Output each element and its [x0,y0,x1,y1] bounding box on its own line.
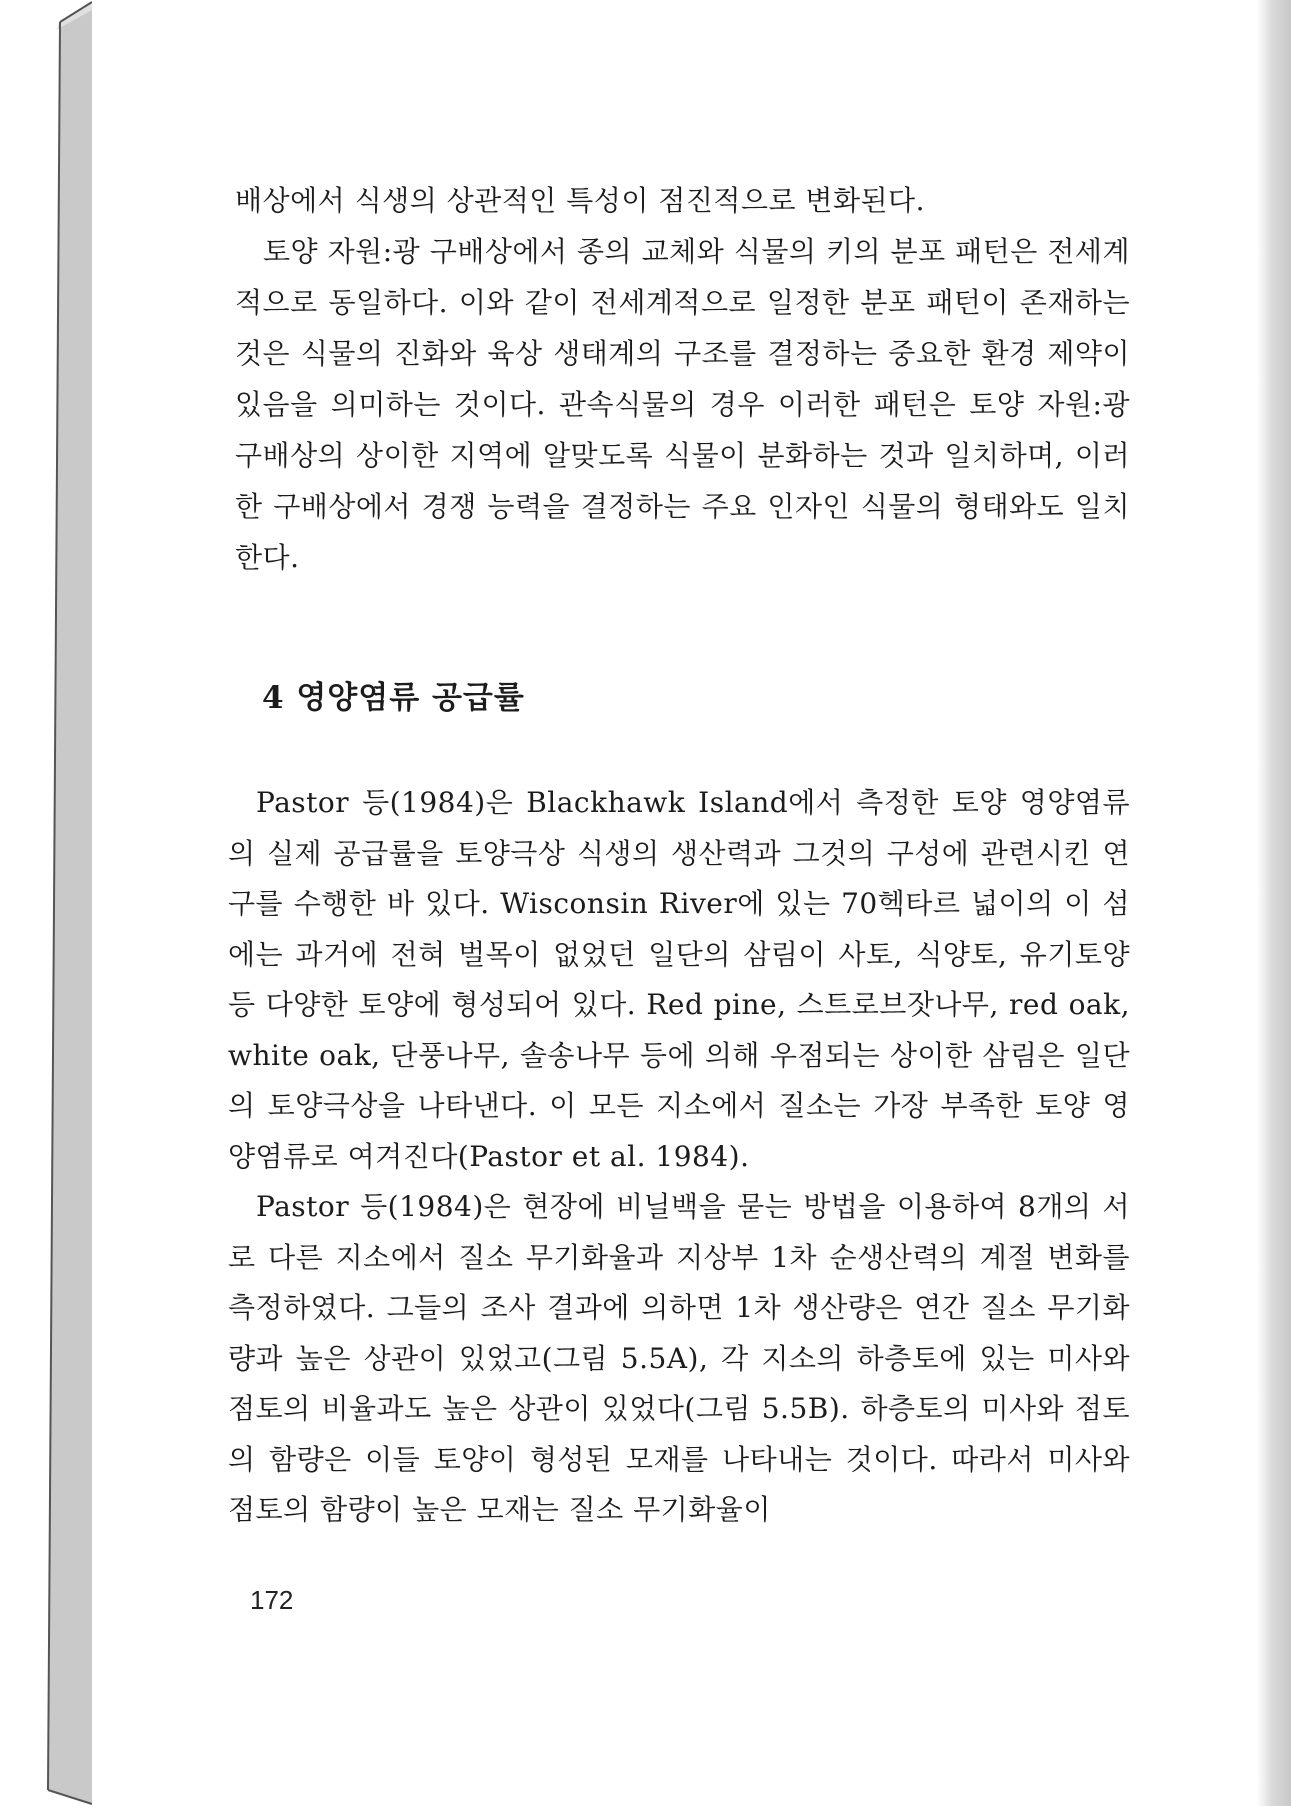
page-number: 172 [250,1585,294,1615]
section-heading: 4 영양염류 공급률 [262,680,525,716]
paragraph-soil-resource: 토양 자원:광 구배상에서 종의 교체와 식물의 키의 분포 패턴은 전세계적으로 동일하다. 이와 같이 전세계적으로 일정한 분포 패턴이 존재하는 것은 식물의 진화와 육상 생태계의 구조를 결정하는 중요한 환경 제약이 있음을 의미하는 것이다. 관속식물의 경우 이러한 패턴은 토양 자원:광 구배상의 상이한 지역에 알맞도록 식물이 분화하는 것과 일치하며, 이러한 구배상에서 경쟁 능력을 결정하는 주요 인자인 식물의 형태와도 일치한다. [235,235,1130,574]
paragraph-pastor-study: Pastor 등(1984)은 Blackhawk Island에서 측정한 토양 영양염류의 실제 공급률을 토양극상 식생의 생산력과 그것의 구성에 관련시킨 연구를 수행한 바 있다. Wisconsin River에 있는 70헥타르 넓이의 이 섬에는 과거에 전혀 벌목이 없었던 일단의 삼림이 사토, 식양토, 유기토양 등 다양한 토양에 형성되어 있다. Red pine, 스트로브잣나무, red oak, white oak, 단풍나무, 솔송나무 등에 의해 우점되는 상이한 삼림은 일단의 토양극상을 나타낸다. 이 모든 지소에서 질소는 가장 부족한 토양 영양염류로 여겨진다(Pastor et al. 1984). [228,786,1130,1173]
paragraph-continuation: 배상에서 식생의 상관적인 특성이 점진적으로 변화된다. [235,184,926,217]
page-right-shadow [1257,0,1291,1806]
book-spine-edge [0,0,100,1806]
intro-text-block [235,175,1130,583]
paragraph-pastor-method: Pastor 등(1984)은 현장에 비닐백을 묻는 방법을 이용하여 8개의 서로 다른 지소에서 질소 무기화율과 지상부 1차 순생산력의 계절 변화를 측정하였다. 그들의 조사 결과에 의하면 1차 생산량은 연간 질소 무기화량과 높은 상관이 있었고(그림 5.5A), 각 지소의 하층토에 있는 미사와 점토의 비율과도 높은 상관이 있었다(그림 5.5B). 하층토의 미사와 점토의 함량은 이들 토양이 형성된 모재를 나타내는 것이다. 따라서 미사와 점토의 함량이 높은 모재는 질소 무기화율이 [228,1190,1130,1526]
section-text-block [228,778,1130,1536]
